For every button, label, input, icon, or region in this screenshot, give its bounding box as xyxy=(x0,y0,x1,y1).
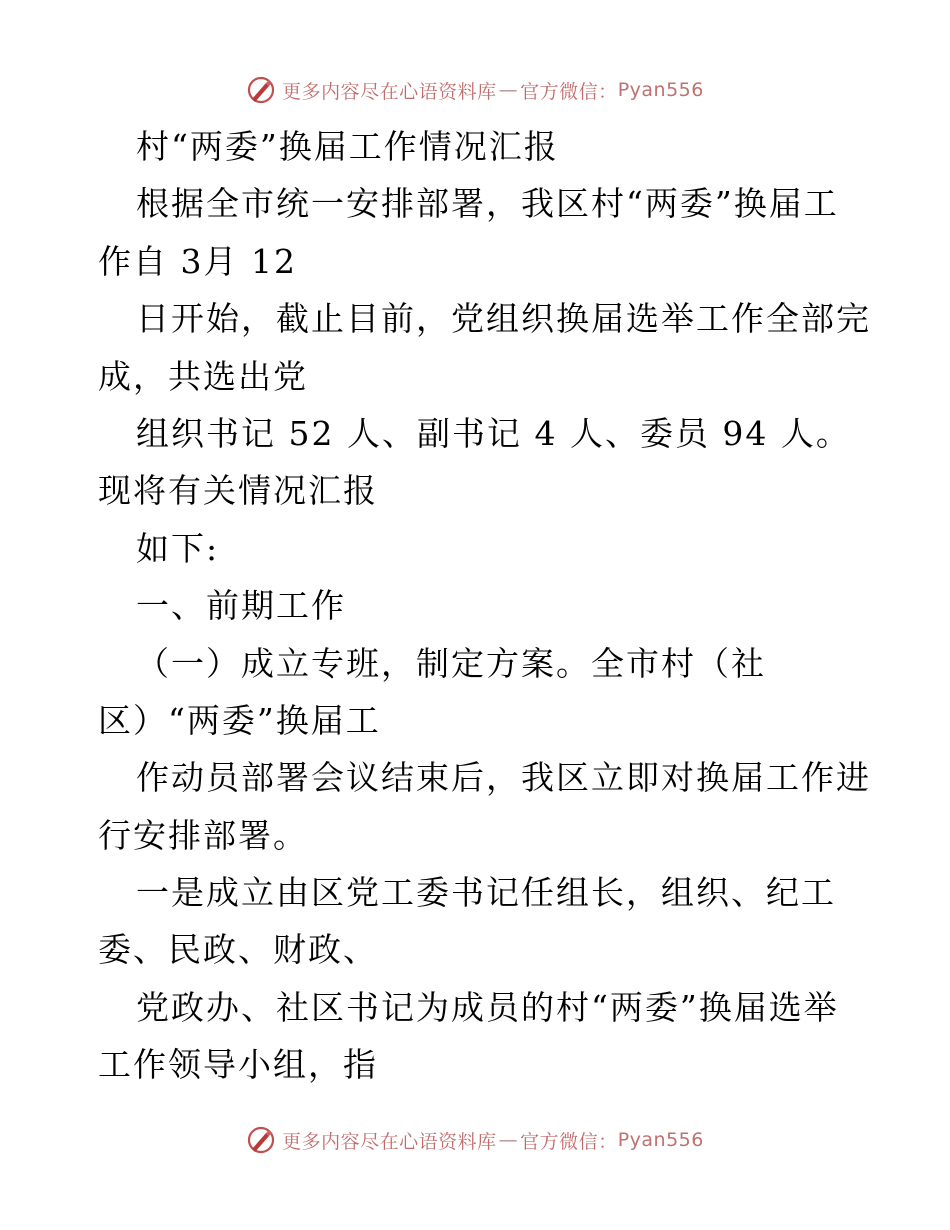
document-title: 村“两委”换届工作情况汇报 xyxy=(136,127,559,166)
paragraph-line: 如下: xyxy=(136,528,220,568)
section-heading: 一、前期工作 xyxy=(136,586,346,626)
paragraph-line: 根据全市统一安排部署，我区村“两委”换届工 xyxy=(136,184,839,224)
paragraph-line: 党政办、社区书记为成员的村“两委”换届选举 xyxy=(136,987,839,1027)
watermark-account: Pyan556 xyxy=(617,1129,704,1151)
watermark-account: Pyan556 xyxy=(617,79,704,101)
watermark-site-text: 更多内容尽在心语资料库 xyxy=(282,80,497,103)
watermark-official-text: 官方微信： xyxy=(520,80,618,103)
paragraph-line: 工作领导小组，指 xyxy=(98,1045,378,1085)
paragraph-line: 成，共选出党 xyxy=(98,356,308,396)
red-pen-logo-icon xyxy=(246,1125,276,1155)
red-pen-logo-icon xyxy=(246,75,276,105)
watermark-separator: — xyxy=(498,79,519,101)
paragraph-line: 作动员部署会议结束后，我区立即对换届工作进 xyxy=(136,758,871,798)
subsection-heading: （一）成立专班，制定方案。全市村（社 xyxy=(136,643,766,683)
paragraph-line: 作自 3月 12 xyxy=(98,241,297,281)
watermark-footer xyxy=(0,1122,950,1158)
watermark-header xyxy=(0,72,950,108)
paragraph-line: 现将有关情况汇报 xyxy=(98,471,378,511)
paragraph-line: 一是成立由区党工委书记任组长，组织、纪工 xyxy=(136,873,836,913)
paragraph-line: 行安排部署。 xyxy=(98,815,308,855)
document-body xyxy=(98,118,871,1094)
watermark-site-text: 更多内容尽在心语资料库 xyxy=(282,1130,497,1153)
paragraph-line: 日开始，截止目前，党组织换届选举工作全部完 xyxy=(136,299,871,339)
paragraph-line: 委、民政、财政、 xyxy=(98,930,378,970)
paragraph-line: 区）“两委”换届工 xyxy=(98,700,381,740)
watermark-official-text: 官方微信： xyxy=(520,1130,618,1153)
paragraph-line: 组织书记 52 人、副书记 4 人、委员 94 人。 xyxy=(136,413,851,453)
watermark-separator: — xyxy=(498,1129,519,1151)
